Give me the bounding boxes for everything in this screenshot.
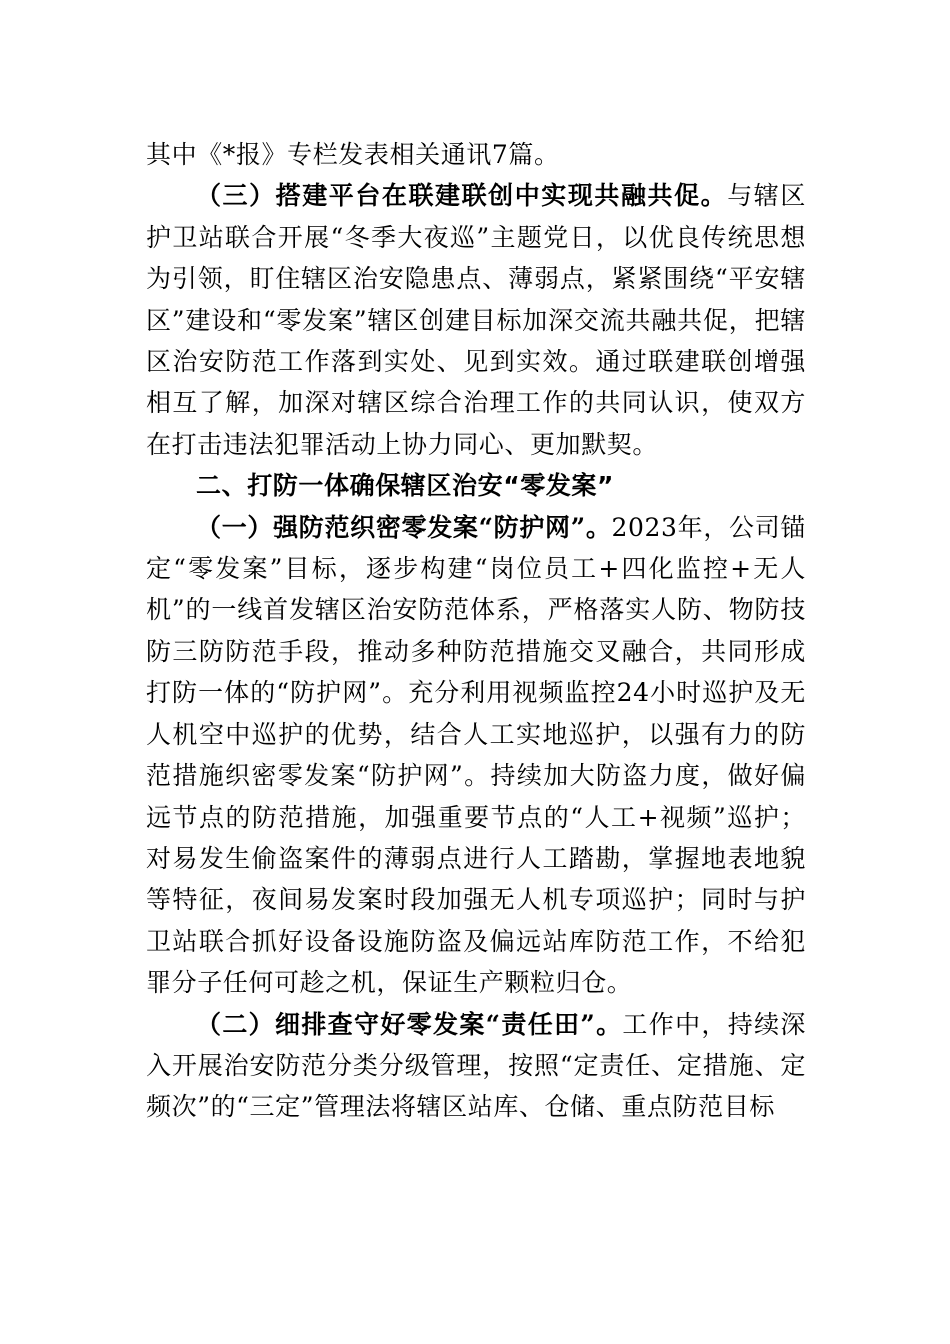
paragraph-text: 工作中，持续深入开展治安防范分类分级管理，按照“定责任、定措施、定频次”的“三定”管理法将辖区站库、仓储、重点防范目标 [146, 1009, 806, 1122]
subsection-title: （二）细排查守好零发案“责任田”。 [196, 1009, 623, 1039]
paragraph-continuation [146, 134, 806, 175]
section-heading-text: 二、打防一体确保辖区治安“零发案” [196, 471, 615, 501]
section-heading [146, 465, 806, 506]
paragraph-text: 其中《*报》专栏发表相关通讯7篇。 [146, 140, 560, 169]
paragraph-subsection-1 [146, 507, 806, 1004]
subsection-title: （一）强防范织密零发案“防护网”。 [196, 512, 612, 542]
paragraph-section-3 [146, 175, 806, 465]
paragraph-text: 与辖区护卫站联合开展“冬季大夜巡”主题党日，以优良传统思想为引领，盯住辖区治安隐患点、薄弱点，紧紧围绕“平安辖区”建设和“零发案”辖区创建目标加深交流共融共促，把辖区治安防范工作落到实处、见到实效。通过联建联创增强相互了解，加深对辖区综合治理工作的共同认识，使双方在打击违法犯罪活动上协力同心、更加默契。 [146, 181, 806, 459]
paragraph-text: 2023年，公司锚定“零发案”目标，逐步构建“岗位员工+四化监控+无人机”的一线首发辖区治安防范体系，严格落实人防、物防技防三防防范手段，推动多种防范措施交叉融合，共同形成打防一体的“防护网”。充分利用视频监控24小时巡护及无人机空中巡护的优势，结合人工实地巡护，以强有力的防范措施织密零发案“防护网”。持续加大防盗力度，做好偏远节点的防范措施，加强重要节点的“人工+视频”巡护；对易发生偷盗案件的薄弱点进行人工踏勘，掌握地表地貌等特征，夜间易发案时段加强无人机专项巡护；同时与护卫站联合抓好设备设施防盗及偏远站库防范工作，不给犯罪分子任何可趁之机，保证生产颗粒归仓。 [146, 512, 806, 998]
paragraph-subsection-2 [146, 1004, 806, 1128]
document-body [146, 134, 806, 1128]
subsection-title: （三）搭建平台在联建联创中实现共融共促。 [196, 181, 728, 211]
